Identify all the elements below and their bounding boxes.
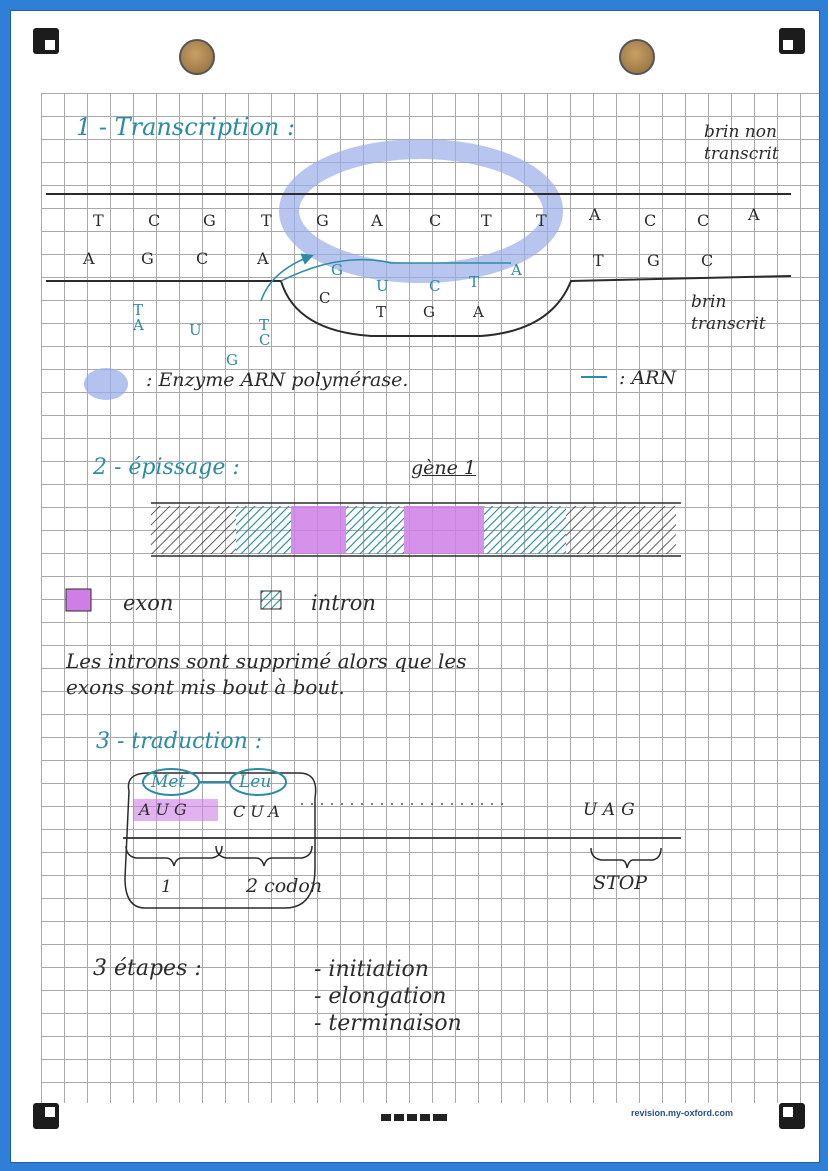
amino-acid-met: Met bbox=[151, 772, 186, 792]
codon-aug: AUG bbox=[139, 800, 192, 819]
rna-base: A bbox=[511, 261, 522, 279]
bubble-base: C bbox=[319, 289, 331, 307]
intron-legend-swatch bbox=[261, 591, 281, 609]
gene-label: gène 1 bbox=[411, 457, 477, 479]
bottom-strand-base: A bbox=[83, 249, 95, 268]
intron-segment bbox=[151, 506, 236, 554]
notebook-page bbox=[10, 10, 820, 1163]
bottom-strand-base: G bbox=[647, 251, 660, 270]
label-brin-transcrit: brin transcrit bbox=[691, 292, 766, 334]
rna-base: U bbox=[376, 277, 389, 295]
exon-segment bbox=[404, 506, 484, 554]
top-strand-base: A bbox=[748, 205, 760, 224]
steps-lead: 3 étapes : bbox=[93, 956, 202, 981]
bottom-strand-base: T bbox=[593, 251, 604, 270]
legend-enzyme-text: : Enzyme ARN polymérase. bbox=[146, 369, 409, 391]
top-strand-base: T bbox=[481, 211, 492, 230]
bottom-strand-base: C bbox=[196, 249, 209, 268]
stop-label: STOP bbox=[593, 872, 648, 894]
rna-base: G bbox=[331, 261, 343, 279]
page-dots bbox=[381, 1106, 453, 1114]
intron-segment bbox=[346, 506, 404, 554]
section-title-epissage: 2 - épissage : bbox=[93, 455, 240, 480]
top-strand-base: T bbox=[261, 211, 272, 230]
top-strand-base: C bbox=[148, 211, 161, 230]
intron-segment bbox=[236, 506, 291, 554]
splicing-explanation: Les introns sont supprimé alors que les exons sont mis bout à bout. bbox=[66, 649, 467, 699]
step-item: - initiation bbox=[314, 957, 429, 982]
label-brin-non-transcrit: brin non transcrit bbox=[704, 122, 779, 164]
template-strand bbox=[46, 276, 791, 336]
bubble-base: G bbox=[423, 303, 435, 321]
gene-segments bbox=[151, 506, 676, 554]
free-nucleotide: G bbox=[226, 351, 238, 369]
codon-uag: UAG bbox=[583, 800, 641, 820]
step-item: - elongation bbox=[314, 984, 447, 1009]
top-strand-base: A bbox=[371, 211, 383, 230]
brand-url: revision.my-oxford.com bbox=[631, 1108, 734, 1118]
top-strand-base: T bbox=[536, 211, 547, 230]
top-strand-base: A bbox=[589, 205, 601, 224]
top-strand-base: C bbox=[697, 211, 710, 230]
top-strand-base: G bbox=[203, 211, 216, 230]
intron-segment bbox=[566, 506, 676, 554]
intron-segment bbox=[484, 506, 566, 554]
bubble-base: A bbox=[473, 303, 484, 321]
top-strand-base: C bbox=[429, 211, 442, 230]
codon-label: 2 codon bbox=[246, 875, 323, 897]
legend-exon-text: exon bbox=[123, 591, 174, 615]
free-nucleotide: C bbox=[259, 331, 271, 349]
rna-base: T bbox=[469, 273, 480, 291]
bottom-strand-base: A bbox=[257, 249, 269, 268]
enzyme-legend-swatch bbox=[84, 368, 128, 400]
bottom-strand-base: C bbox=[701, 251, 714, 270]
exon-legend-swatch bbox=[66, 589, 91, 611]
free-nucleotide: A bbox=[133, 316, 144, 334]
bubble-base: T bbox=[376, 303, 387, 321]
section-title-traduction: 3 - traduction : bbox=[96, 729, 263, 754]
bottom-strand-base: G bbox=[141, 249, 154, 268]
codon-number-1: 1 bbox=[161, 877, 172, 897]
amino-acid-leu: Leu bbox=[239, 772, 272, 792]
codon-cua: CUA bbox=[233, 802, 285, 821]
free-nucleotide: T bbox=[259, 316, 270, 334]
top-strand-base: G bbox=[316, 211, 329, 230]
exon-segment bbox=[291, 506, 346, 554]
free-nucleotide: T bbox=[133, 301, 144, 319]
section-title-transcription: 1 - Transcription : bbox=[76, 113, 296, 141]
top-strand-base: T bbox=[93, 211, 104, 230]
legend-intron-text: intron bbox=[311, 591, 376, 615]
step-item: - terminaison bbox=[314, 1011, 462, 1036]
legend-arn-text: : ARN bbox=[619, 367, 677, 389]
steps-list bbox=[314, 956, 462, 1037]
top-strand-base: C bbox=[644, 211, 657, 230]
free-nucleotide: U bbox=[189, 321, 202, 339]
rna-base: C bbox=[429, 277, 441, 295]
